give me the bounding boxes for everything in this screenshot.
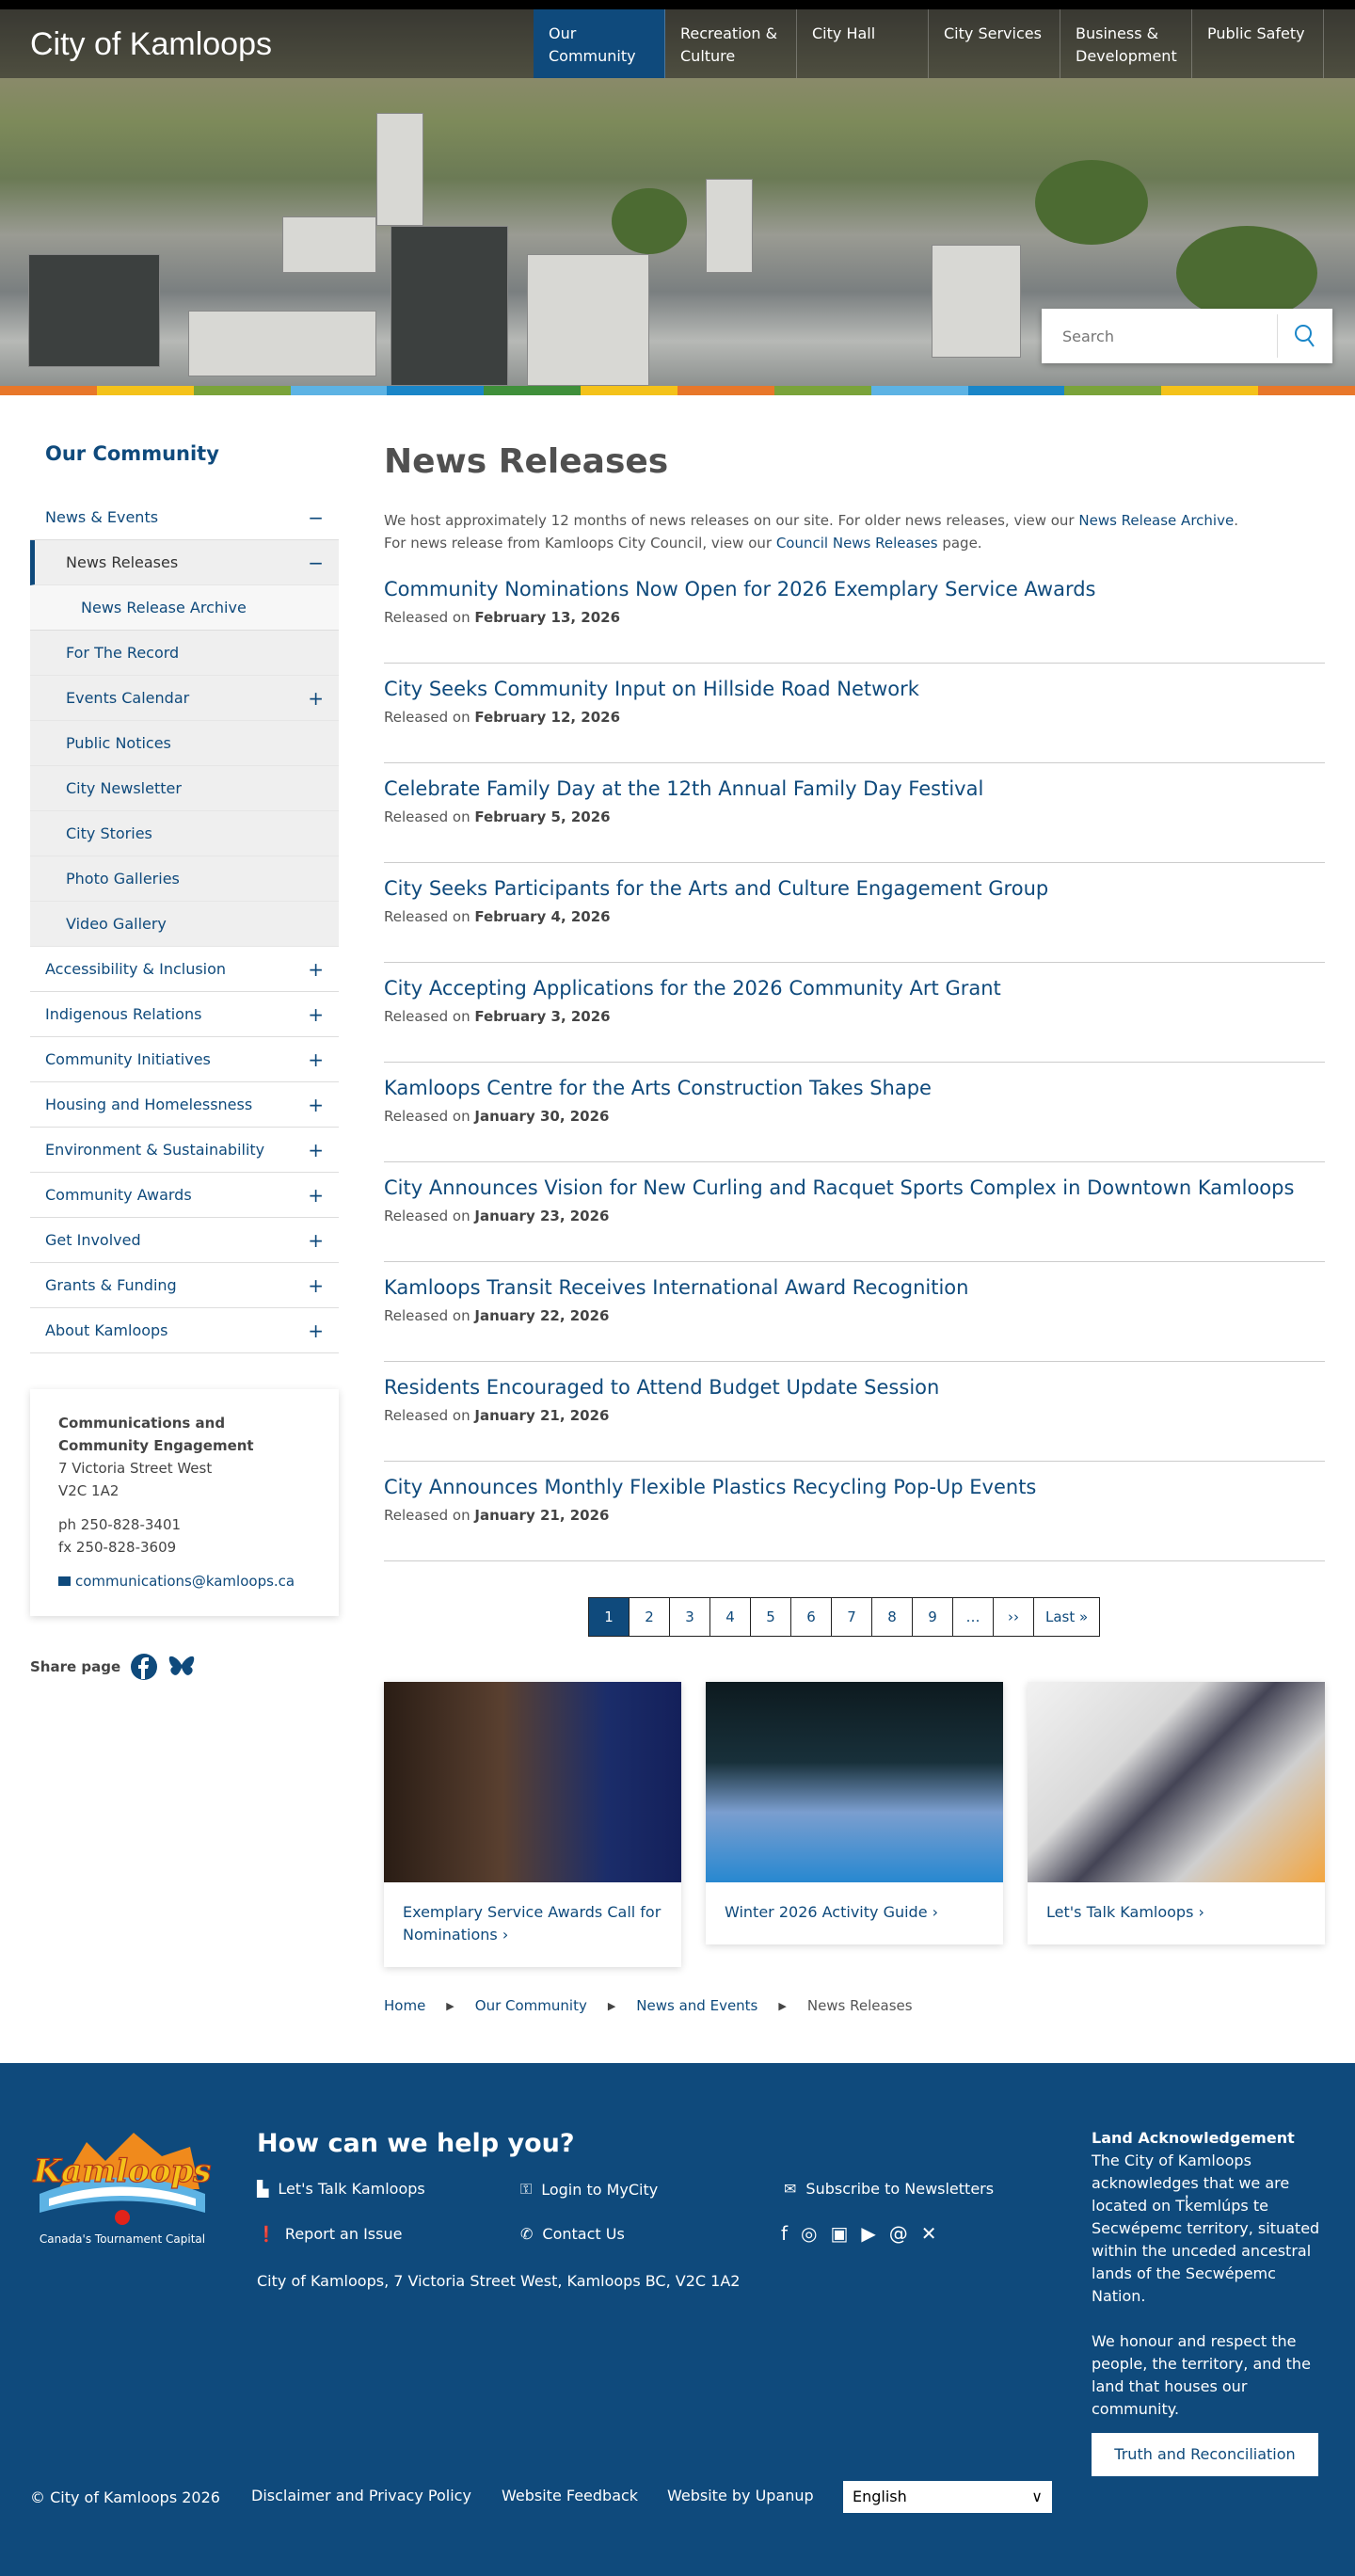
stripe-segment	[1258, 386, 1355, 395]
link-label: Subscribe to Newsletters	[805, 2180, 995, 2198]
share-label: Share page	[30, 1658, 121, 1675]
expand-icon[interactable]: +	[308, 1183, 324, 1207]
alert-message-icon: ❗	[257, 2225, 276, 2243]
sidebar-item[interactable]	[30, 585, 339, 631]
intro-text-4: page.	[937, 535, 982, 552]
chevron-right-icon: ›	[502, 1926, 509, 1944]
promo-card[interactable]	[706, 1682, 1003, 1944]
news-list	[384, 564, 1325, 1561]
page-link[interactable]: ››	[994, 1598, 1034, 1636]
top-bar	[0, 0, 1355, 9]
sidebar-item[interactable]	[30, 947, 339, 992]
link-label: Let's Talk Kamloops	[278, 2180, 425, 2198]
linkedin-icon[interactable]: ▣	[830, 2222, 849, 2245]
site-footer	[0, 2063, 1355, 2576]
promo-card[interactable]	[1028, 1682, 1325, 1944]
stripe-segment	[484, 386, 581, 395]
search-input[interactable]	[1042, 328, 1277, 345]
sidebar-title: Our Community	[45, 442, 219, 465]
expand-icon[interactable]: +	[308, 1048, 324, 1071]
promo-card[interactable]	[384, 1682, 681, 1967]
page-link[interactable]: 4	[710, 1598, 751, 1636]
nav-city-hall[interactable]: City Hall	[797, 9, 929, 78]
sidebar-item[interactable]	[30, 902, 339, 947]
contact-org: Communications and Community Engagement	[58, 1415, 254, 1454]
nav-city-services[interactable]: City Services	[929, 9, 1060, 78]
sidebar-item[interactable]	[30, 1218, 339, 1263]
news-title-link[interactable]: Residents Encouraged to Attend Budget Update Session	[384, 1376, 940, 1399]
sidebar-item[interactable]	[30, 811, 339, 856]
stripe-segment	[871, 386, 968, 395]
site-title-link[interactable]: City of Kamloops	[30, 26, 272, 62]
subscribe-newsletters-link[interactable]	[784, 2180, 994, 2198]
collapse-icon[interactable]: −	[308, 551, 324, 574]
land-text-1: The City of Kamloops acknowledges that we are located on Tk̓emlúps te Secwépemc territory, situated within the unceded ancestral lands of the Secwépemc Nation.	[1092, 2152, 1320, 2305]
sidebar-item[interactable]	[30, 1037, 339, 1082]
sidebar-item[interactable]	[30, 721, 339, 766]
kamloops-logo[interactable]	[30, 2123, 215, 2246]
card-label: Let's Talk Kamloops	[1046, 1903, 1194, 1921]
stripe-segment	[1161, 386, 1258, 395]
sidebar-item-label: News Releases	[66, 553, 179, 571]
release-date: January 22, 2026	[474, 1307, 610, 1324]
stripe-segment	[1064, 386, 1161, 395]
page-title: News Releases	[384, 442, 669, 481]
sidebar-item-label: Community Awards	[45, 1186, 192, 1204]
sidebar-item-label: City Newsletter	[66, 779, 182, 797]
news-title-link[interactable]: Kamloops Transit Receives International Award Recognition	[384, 1276, 969, 1299]
release-date: January 23, 2026	[474, 1208, 610, 1224]
collapse-icon[interactable]: −	[308, 505, 324, 529]
breadcrumb	[384, 1997, 913, 2016]
released-prefix: Released on	[384, 609, 475, 626]
stripe-segment	[0, 386, 97, 395]
link-label: Contact Us	[542, 2225, 625, 2243]
nav-business-development[interactable]: Business & Development	[1060, 9, 1192, 78]
expand-icon[interactable]: +	[308, 957, 324, 981]
sidebar-item-label: Get Involved	[45, 1231, 141, 1249]
page-link[interactable]: 9	[913, 1598, 953, 1636]
land-title: Land Acknowledgement	[1092, 2129, 1295, 2147]
key-icon: ⚿	[520, 2180, 533, 2198]
news-item	[384, 1162, 1325, 1262]
page-link[interactable]: Last »	[1045, 1608, 1089, 1625]
news-date	[384, 1008, 1325, 1025]
released-prefix: Released on	[384, 1307, 475, 1324]
intro-text	[384, 509, 1325, 554]
release-date: February 4, 2026	[474, 908, 611, 925]
search-icon	[1294, 324, 1316, 348]
caret-right-icon: ▶	[607, 2000, 616, 2012]
news-date	[384, 609, 1325, 626]
sidebar-item-label: Community Initiatives	[45, 1050, 211, 1068]
envelope-check-icon: ✉	[784, 2180, 797, 2198]
facebook-icon[interactable]	[130, 1653, 158, 1681]
release-date: January 30, 2026	[474, 1108, 610, 1125]
sidebar-item-label: Housing and Homelessness	[45, 1096, 253, 1113]
expand-icon[interactable]: +	[308, 1319, 324, 1342]
footer-address: City of Kamloops, 7 Victoria Street West, Kamloops BC, V2C 1A2	[257, 2272, 741, 2290]
news-item	[384, 963, 1325, 1063]
stripe-segment	[387, 386, 484, 395]
news-date	[384, 808, 1325, 825]
nav-recreation-culture[interactable]: Recreation & Culture	[665, 9, 797, 78]
page-link[interactable]: 7	[832, 1598, 872, 1636]
stripe-segment	[291, 386, 388, 395]
main-nav	[534, 9, 1324, 78]
released-prefix: Released on	[384, 1108, 475, 1125]
page-link[interactable]: 8	[872, 1598, 913, 1636]
page-link[interactable]: 5	[751, 1598, 791, 1636]
sidebar-item[interactable]	[30, 1263, 339, 1308]
sidebar-item[interactable]	[30, 1082, 339, 1128]
stripe-segment	[194, 386, 291, 395]
contact-phone: ph 250-828-3401	[58, 1516, 182, 1533]
contact-us-link[interactable]	[520, 2225, 625, 2243]
release-date: February 3, 2026	[474, 1008, 611, 1025]
sidebar-item[interactable]	[30, 676, 339, 721]
logo-tagline: Canada's Tournament Capital	[39, 2232, 206, 2246]
sidebar-item-label: Public Notices	[66, 734, 171, 752]
council-news-releases-link[interactable]: Council News Releases	[775, 535, 938, 552]
youtube-icon[interactable]: ▶	[861, 2222, 876, 2245]
copyright: © City of Kamloops 2026	[30, 2488, 220, 2506]
page-link[interactable]: 2	[630, 1598, 670, 1636]
search-button[interactable]	[1277, 314, 1331, 358]
page-link[interactable]: 1	[589, 1598, 630, 1636]
chevron-right-icon: ›	[1198, 1903, 1204, 1921]
bluesky-icon[interactable]	[167, 1654, 196, 1680]
caret-right-icon: ▶	[446, 2000, 454, 2012]
stripe-segment	[774, 386, 871, 395]
news-item	[384, 1462, 1325, 1561]
news-title-link[interactable]: Celebrate Family Day at the 12th Annual Family Day Festival	[384, 777, 984, 800]
news-title-link[interactable]: City Announces Monthly Flexible Plastics Recycling Pop-Up Events	[384, 1476, 1037, 1498]
released-prefix: Released on	[384, 1208, 475, 1224]
news-date	[384, 1307, 1325, 1324]
breadcrumb-our-community[interactable]: Our Community	[474, 1997, 587, 2014]
news-title-link[interactable]: City Announces Vision for New Curling and Racquet Sports Complex in Downtown Kamloops	[384, 1176, 1295, 1199]
news-date	[384, 1507, 1325, 1524]
language-value: English	[853, 2488, 907, 2505]
release-date: January 21, 2026	[474, 1407, 610, 1424]
website-credit-link[interactable]: Website by Upanup	[667, 2487, 814, 2504]
expand-icon[interactable]: +	[308, 686, 324, 710]
main-content	[384, 442, 1325, 1561]
page-link[interactable]: 3	[670, 1598, 710, 1636]
sidebar-item-label: Accessibility & Inclusion	[45, 960, 227, 978]
breadcrumb-home[interactable]: Home	[384, 1997, 426, 2014]
released-prefix: Released on	[384, 808, 475, 825]
news-date	[384, 1108, 1325, 1125]
chevron-right-icon: ›	[932, 1903, 939, 1921]
land-acknowledgement	[1092, 2127, 1322, 2421]
card-label: Winter 2026 Activity Guide	[725, 1903, 928, 1921]
email-icon	[58, 1576, 71, 1586]
stripe-segment	[97, 386, 194, 395]
truth-reconciliation-button[interactable]: Truth and Reconciliation	[1092, 2433, 1318, 2476]
expand-icon[interactable]: +	[308, 1138, 324, 1161]
sidebar-item-label: Indigenous Relations	[45, 1005, 202, 1023]
card-label: Exemplary Service Awards Call for Nominations	[403, 1903, 662, 1944]
awards-image	[384, 1682, 681, 1882]
language-select[interactable]	[843, 2481, 1052, 2513]
page-link[interactable]: 6	[791, 1598, 832, 1636]
caret-right-icon: ▶	[778, 2000, 787, 2012]
stripe-segment	[581, 386, 678, 395]
breadcrumb-news-events[interactable]: News and Events	[636, 1997, 758, 2014]
bluesky-icon[interactable]: ✕	[920, 2222, 937, 2245]
contact-email-link[interactable]: communications@kamloops.ca	[75, 1573, 295, 1590]
search-box	[1042, 309, 1332, 363]
news-date	[384, 709, 1325, 726]
release-date: February 13, 2026	[474, 609, 621, 626]
released-prefix: Released on	[384, 908, 475, 925]
winter-biking-image	[706, 1682, 1003, 1882]
contact-card	[30, 1389, 339, 1616]
site-header	[0, 9, 1355, 78]
news-item	[384, 763, 1325, 863]
expand-icon[interactable]: +	[308, 1002, 324, 1026]
released-prefix: Released on	[384, 1507, 475, 1524]
contact-fax: fx 250-828-3609	[58, 1539, 177, 1556]
social-links	[781, 2222, 937, 2245]
news-date	[384, 908, 1325, 925]
intro-text-1: We host approximately 12 months of news releases on our site. For older news releases, view our	[384, 512, 1079, 529]
news-item	[384, 664, 1325, 763]
news-item	[384, 1362, 1325, 1462]
svg-text:Kamloops: Kamloops	[33, 2152, 212, 2190]
instagram-icon[interactable]: ◎	[801, 2222, 818, 2245]
sidebar-item[interactable]	[30, 856, 339, 902]
release-date: February 5, 2026	[474, 808, 611, 825]
sidebar-item[interactable]	[30, 1128, 339, 1173]
report-issue-link[interactable]	[257, 2225, 402, 2243]
facebook-icon[interactable]: f	[781, 2222, 789, 2245]
disclaimer-link[interactable]: Disclaimer and Privacy Policy	[251, 2487, 471, 2504]
breadcrumb-current: News Releases	[806, 1997, 913, 2014]
page-link[interactable]: …	[953, 1598, 994, 1636]
land-text-2: We honour and respect the people, the territory, and the land that houses our community.	[1092, 2332, 1311, 2418]
help-heading: How can we help you?	[257, 2129, 575, 2158]
released-prefix: Released on	[384, 1008, 475, 1025]
stripe-segment	[968, 386, 1065, 395]
news-title-link[interactable]: Community Nominations Now Open for 2026 Exemplary Service Awards	[384, 578, 1096, 600]
phone-icon: ✆	[520, 2225, 534, 2243]
laptop-image	[1028, 1682, 1325, 1882]
released-prefix: Released on	[384, 709, 475, 726]
sidebar-item[interactable]	[30, 631, 339, 676]
news-item	[384, 1262, 1325, 1362]
sidebar-item[interactable]	[30, 495, 339, 540]
pagination	[588, 1597, 1100, 1637]
sidebar-item-label: About Kamloops	[45, 1321, 168, 1339]
sidebar-item-label: Video Gallery	[66, 915, 167, 933]
color-stripe	[0, 386, 1355, 395]
nav-public-safety[interactable]: Public Safety	[1192, 9, 1324, 78]
news-title-link[interactable]: City Accepting Applications for the 2026 Community Art Grant	[384, 977, 1001, 1000]
expand-icon[interactable]: +	[308, 1228, 324, 1252]
sidebar-item-label: City Stories	[66, 824, 152, 842]
release-date: February 12, 2026	[474, 709, 621, 726]
news-date	[384, 1407, 1325, 1424]
nav-our-community[interactable]: Our Community	[534, 9, 665, 78]
link-label: Report an Issue	[284, 2225, 403, 2243]
news-title-link[interactable]: City Seeks Community Input on Hillside Road Network	[384, 678, 919, 700]
released-prefix: Released on	[384, 1407, 475, 1424]
sidebar-item[interactable]	[30, 992, 339, 1037]
login-mycity-link[interactable]	[520, 2180, 658, 2199]
share-page	[30, 1653, 196, 1681]
release-date: January 21, 2026	[474, 1507, 610, 1524]
chat-icon: ▙	[257, 2180, 269, 2198]
expand-icon[interactable]: +	[308, 1093, 324, 1116]
contact-postal: V2C 1A2	[58, 1482, 120, 1499]
expand-icon[interactable]: +	[308, 1273, 324, 1297]
news-title-link[interactable]: City Seeks Participants for the Arts and Culture Engagement Group	[384, 877, 1049, 900]
intro-text-3: For news release from Kamloops City Council, view our	[384, 535, 776, 552]
sidebar-item-label: News Release Archive	[81, 599, 247, 616]
news-release-archive-link[interactable]: News Release Archive	[1078, 512, 1235, 529]
sidebar-item-label: Environment & Sustainability	[45, 1141, 265, 1159]
intro-text-2: .	[1234, 512, 1238, 529]
sidebar-item[interactable]	[30, 1308, 339, 1353]
sidebar-item-label: News & Events	[45, 508, 159, 526]
news-title-link[interactable]: Kamloops Centre for the Arts Construction Takes Shape	[384, 1077, 932, 1099]
news-date	[384, 1208, 1325, 1224]
lets-talk-link[interactable]	[257, 2180, 425, 2198]
sidebar-item-label: Events Calendar	[66, 689, 190, 707]
sidebar-item[interactable]	[30, 766, 339, 811]
stripe-segment	[678, 386, 774, 395]
sidebar-item-label: Grants & Funding	[45, 1276, 177, 1294]
sidebar	[30, 442, 339, 1353]
link-label: Login to MyCity	[541, 2180, 659, 2199]
sidebar-nav	[30, 495, 339, 1353]
sidebar-item[interactable]	[30, 540, 339, 585]
news-item	[384, 863, 1325, 963]
sidebar-item-label: Photo Galleries	[66, 870, 180, 888]
news-item	[384, 1063, 1325, 1162]
website-feedback-link[interactable]: Website Feedback	[502, 2487, 639, 2504]
news-item	[384, 564, 1325, 664]
chevron-down-icon: ∨	[1031, 2488, 1043, 2505]
contact-street: 7 Victoria Street West	[58, 1460, 213, 1477]
sidebar-item[interactable]	[30, 1173, 339, 1218]
threads-icon[interactable]: @	[888, 2222, 908, 2245]
sidebar-item-label: For The Record	[66, 644, 180, 662]
